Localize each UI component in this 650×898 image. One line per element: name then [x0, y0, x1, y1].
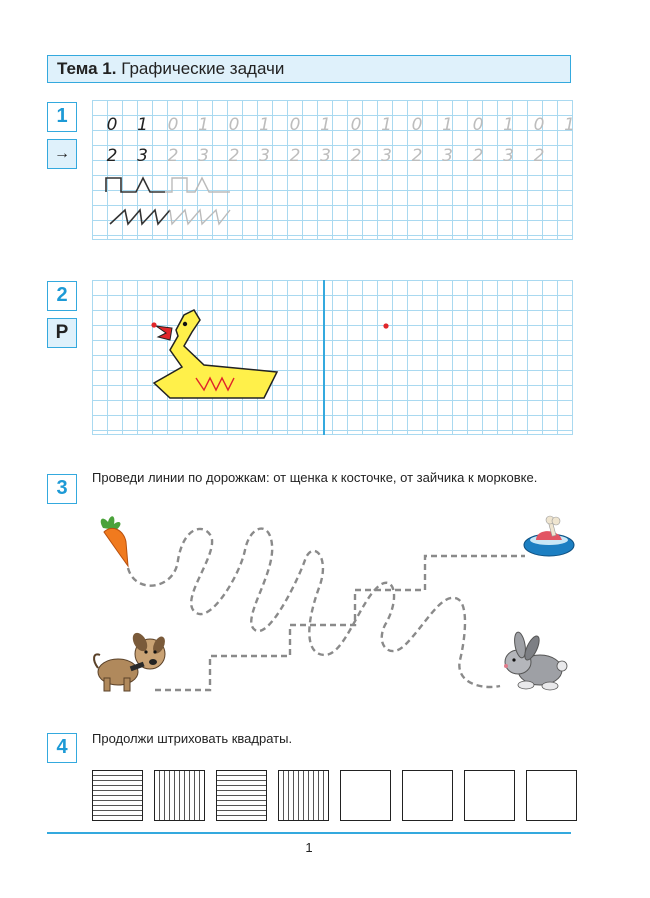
sample-digit: 2 — [106, 146, 118, 166]
hatched-square-vertical — [154, 770, 205, 821]
empty-square[interactable] — [464, 770, 515, 821]
empty-square[interactable] — [340, 770, 391, 821]
sample-digit: 0 — [106, 115, 118, 135]
task-1-number: 1 — [47, 102, 77, 132]
trace-digit: 1 — [564, 115, 575, 135]
puppy-icon — [94, 630, 167, 691]
trace-digit: 3 — [259, 146, 270, 166]
trace-digit: 2 — [289, 146, 301, 166]
hatched-square-horizontal — [216, 770, 267, 821]
task-2-number: 2 — [47, 281, 77, 311]
bone-bowl-icon — [524, 516, 574, 556]
carrot-icon — [101, 516, 128, 566]
trace-digit: 1 — [503, 115, 514, 135]
trace-digit: 0 — [289, 115, 301, 135]
trace-digit: 2 — [167, 146, 179, 166]
empty-square[interactable] — [526, 770, 577, 821]
empty-square[interactable] — [402, 770, 453, 821]
topic-title: Графические задачи — [121, 59, 285, 78]
hatched-square-vertical — [278, 770, 329, 821]
trace-digit: 0 — [350, 115, 362, 135]
puppy-path — [155, 556, 525, 690]
task-3-text: Проведи линии по дорожкам: от щенка к косточке, от зайчика к морковке. — [92, 470, 538, 485]
trace-digit: 2 — [350, 146, 362, 166]
bunny-icon — [504, 631, 567, 690]
trace-digit: 2 — [533, 146, 545, 166]
task-4-number: 4 — [47, 733, 77, 763]
trace-digit: 0 — [472, 115, 484, 135]
trace-digit: 0 — [167, 115, 179, 135]
trace-digit: 0 — [228, 115, 240, 135]
trace-digit: 2 — [472, 146, 484, 166]
task-2-r-marker: Р — [47, 318, 77, 348]
sample-digit: 1 — [137, 115, 148, 135]
trace-digit: 3 — [320, 146, 331, 166]
trace-digit: 2 — [228, 146, 240, 166]
trace-digit: 3 — [381, 146, 392, 166]
trace-digit: 1 — [198, 115, 209, 135]
trace-digit: 3 — [198, 146, 209, 166]
trace-digit: 1 — [320, 115, 331, 135]
trace-digit: 0 — [411, 115, 423, 135]
carrot-path — [128, 529, 500, 687]
task-1-arrow-marker: → — [47, 139, 77, 169]
trace-digit: 2 — [411, 146, 423, 166]
trace-digit: 3 — [442, 146, 453, 166]
trace-digit: 0 — [533, 115, 545, 135]
hatched-square-horizontal — [92, 770, 143, 821]
task-3-number: 3 — [47, 474, 77, 504]
trace-digit: 1 — [442, 115, 453, 135]
topic-label: Тема 1. — [57, 59, 117, 78]
footer-divider — [47, 832, 571, 834]
task-4-text: Продолжи штриховать квадраты. — [92, 731, 293, 746]
sample-digit: 3 — [137, 146, 148, 166]
trace-digit: 1 — [381, 115, 392, 135]
page-number: 1 — [305, 840, 313, 855]
trace-digit: 3 — [503, 146, 514, 166]
trace-digit: 1 — [259, 115, 270, 135]
